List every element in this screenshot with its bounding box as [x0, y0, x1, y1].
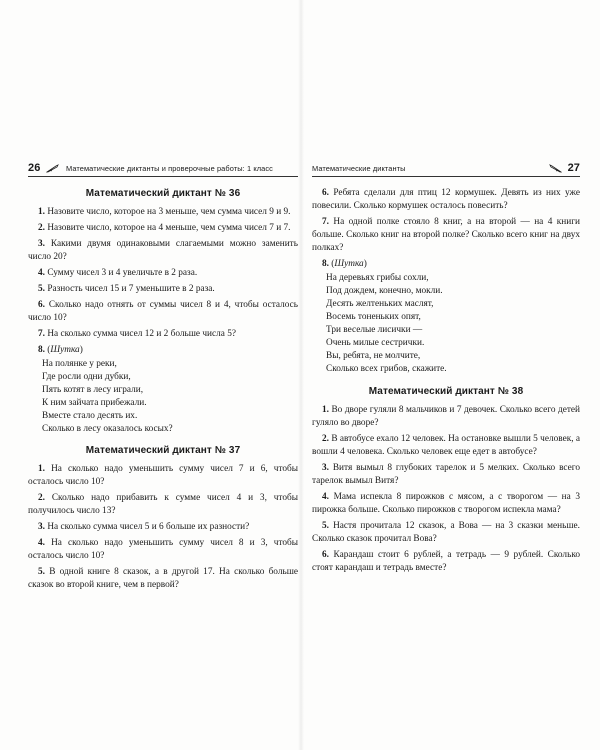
- exercise-item: 2. Назовите число, которое на 4 меньше, чем сумма чисел 7 и 7.: [38, 223, 291, 233]
- poem-line: Где росли одни дубки,: [42, 372, 131, 382]
- poem: [42, 358, 298, 436]
- exercise-item: 1. Назовите число, которое на 3 меньше, чем сумма чисел 9 и 9.: [38, 207, 291, 217]
- exercise-item: 7. На одной полке стояло 8 книг, а на второй — на 4 книги больше. Сколько книг на второй полке? Сколько всего книг на двух полках?: [312, 217, 580, 253]
- poem-line: Восемь тоненьких опят,: [326, 312, 421, 322]
- poem-line: Очень милые сестрички.: [326, 338, 425, 348]
- exercise-item: 3. Какими двумя одинаковыми слагаемыми можно заменить число 20?: [28, 239, 298, 262]
- exercise-item: 4. На сколько надо уменьшить сумму чисел 8 и 3, чтобы осталось число 10?: [28, 538, 299, 561]
- poem-line: Десять желтеньких маслят,: [326, 299, 434, 309]
- poem-line: К ним зайчата прибежали.: [42, 398, 147, 408]
- page-number: 26: [28, 162, 41, 174]
- pen-icon: [46, 164, 60, 173]
- exercise-item: 6. Карандаш стоит 6 рублей, а тетрадь — 9 рублей. Сколько стоят карандаш и тетрадь вместе?: [312, 550, 581, 573]
- poem-heading: 8. (Шутка): [38, 345, 83, 355]
- running-header-right: [312, 158, 580, 177]
- exercise-item: 5. В одной книге 8 сказок, а в другой 17. На сколько больше сказок во второй книге, чем в первой?: [28, 567, 298, 590]
- poem-line: На деревьях грибы сохли,: [326, 273, 429, 283]
- left-page: [28, 158, 298, 595]
- exercise-item: 2. Сколько надо прибавить к сумме чисел 4 и 3, чтобы получилось число 13?: [28, 493, 298, 516]
- section-title: Математический диктант № 36: [85, 188, 241, 199]
- running-head-title: Математические диктанты и проверочные работы: 1 класс: [66, 164, 273, 173]
- poem-heading: 8. (Шутка): [322, 259, 367, 269]
- exercise-item: 4. Сумму чисел 3 и 4 увеличьте в 2 раза.: [38, 268, 198, 278]
- poem: [326, 272, 580, 376]
- exercise-item: 6. Ребята сделали для птиц 12 кормушек. Девять из них уже повесили. Сколько кормушек осталось повесить?: [312, 188, 580, 211]
- poem-line: На полянке у реки,: [42, 359, 117, 369]
- poem-line: Вы, ребята, не молчите,: [326, 351, 421, 361]
- pen-icon: [548, 164, 562, 173]
- poem-line: Три веселые лисички —: [326, 325, 423, 335]
- exercise-item: 2. В автобусе ехало 12 человек. На остановке вышли 5 человек, а вошли 4 человека. Сколько человек еще едет в автобусе?: [312, 434, 581, 457]
- exercise-item: 1. На сколько надо уменьшить сумму чисел 7 и 6, чтобы осталось число 10?: [28, 464, 299, 487]
- exercise-item: 3. На сколько сумма чисел 5 и 6 больше их разности?: [38, 522, 250, 532]
- left-content: [28, 187, 298, 592]
- poem-line: Пять котят в лесу играли,: [42, 385, 144, 395]
- exercise-item: 7. На сколько сумма чисел 12 и 2 больше числа 5?: [38, 329, 237, 339]
- poem-line: Сколько в лесу оказалось косых?: [42, 424, 173, 434]
- poem-line: Под дождем, конечно, мокли.: [326, 286, 443, 296]
- right-page: [312, 158, 580, 578]
- running-head-title: Математические диктанты: [312, 164, 406, 173]
- section-title: Математический диктант № 38: [368, 386, 524, 397]
- exercise-item: 1. Во дворе гуляли 8 мальчиков и 7 девочек. Сколько всего детей гуляло во дворе?: [312, 405, 581, 428]
- exercise-item: 3. Витя вымыл 8 глубоких тарелок и 5 мелких. Сколько всего тарелок вымыл Витя?: [312, 463, 580, 486]
- exercise-item: 5. Разность чисел 15 и 7 уменьшите в 2 раза.: [38, 284, 215, 294]
- exercise-item: 6. Сколько надо отнять от суммы чисел 8 и 4, чтобы осталось число 10?: [28, 300, 298, 323]
- section-title: Математический диктант № 37: [85, 445, 241, 456]
- running-header-left: [28, 158, 298, 177]
- right-content: [312, 177, 580, 575]
- book-gutter: [298, 0, 304, 750]
- exercise-item: 4. Мама испекла 8 пирожков с мясом, а с творогом — на 3 пирожка больше. Сколько пирожков с творогом испекла мама?: [312, 492, 580, 515]
- page-number: 27: [567, 162, 580, 174]
- poem-line: Вместе стало десять их.: [42, 411, 138, 421]
- poem-line: Сколько всех грибов, скажите.: [326, 364, 447, 374]
- exercise-item: 5. Настя прочитала 12 сказок, а Вова — на 3 сказки меньше. Сколько сказок прочитал Вова?: [312, 521, 580, 544]
